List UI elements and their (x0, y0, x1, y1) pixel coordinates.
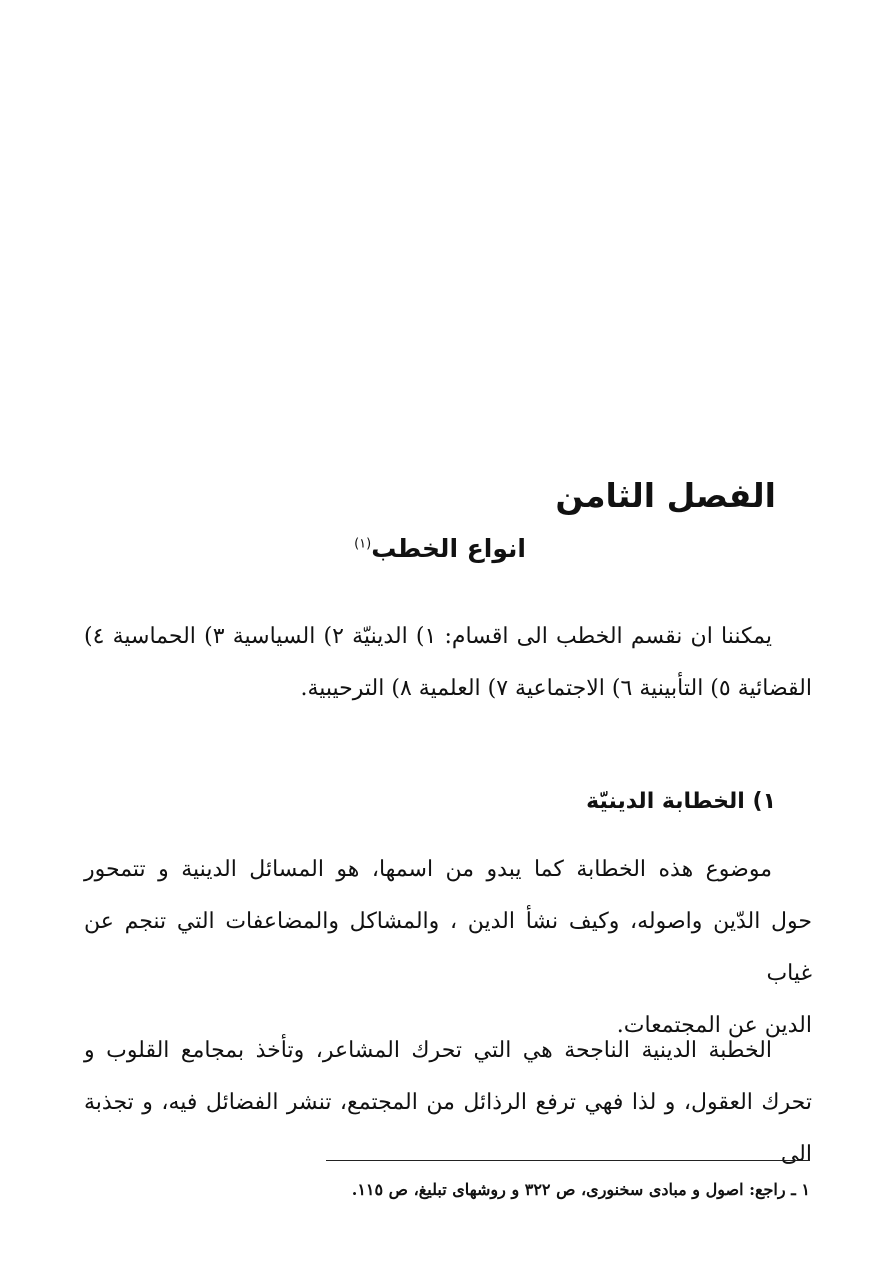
intro-paragraph (84, 611, 812, 715)
paragraph-line: حول الدّين واصوله، وكيف نشأ الدين ، والمشاكل والمضاعفات التي تنجم عن غياب (84, 909, 812, 986)
footnote-reference[interactable]: (١) (354, 536, 372, 552)
paragraph-line: تحرك العقول، و لذا فهي ترفع الرذائل من المجتمع، تنشر الفضائل فيه، و تجذبة الى (84, 1090, 812, 1167)
chapter-title: الفصل الثامن (555, 476, 776, 515)
section-title (354, 534, 526, 563)
footnote: ١ ـ راجع: اصول و مبادى سخنورى، ص ٣٢٢ و روشهاى تبليغ، ص ١١٥. (351, 1180, 810, 1199)
subsection-heading: ١) الخطابة الدينيّة (586, 789, 776, 814)
intro-line: يمكننا ان نقسم الخطب الى اقسام: ١) الدينيّة ٢) السياسية ٣) الحماسية ٤) (84, 624, 772, 649)
intro-line: القضائية ٥) التأبينية ٦) الاجتماعية ٧) العلمية ٨) الترحيبية. (300, 676, 812, 701)
body-paragraph (84, 844, 812, 1052)
body-paragraph (84, 1025, 812, 1181)
section-title-text: انواع الخطب (371, 534, 526, 563)
paragraph-line: موضوع هذه الخطابة كما يبدو من اسمها، هو المسائل الدينية و تتمحور (84, 857, 772, 882)
paragraph-line: الخطبة الدينية الناجحة هي التي تحرك المشاعر، وتأخذ بمجامع القلوب و (84, 1038, 772, 1063)
footnote-divider (326, 1160, 810, 1161)
paragraph-line: الدين عن المجتمعات. (616, 1013, 812, 1038)
